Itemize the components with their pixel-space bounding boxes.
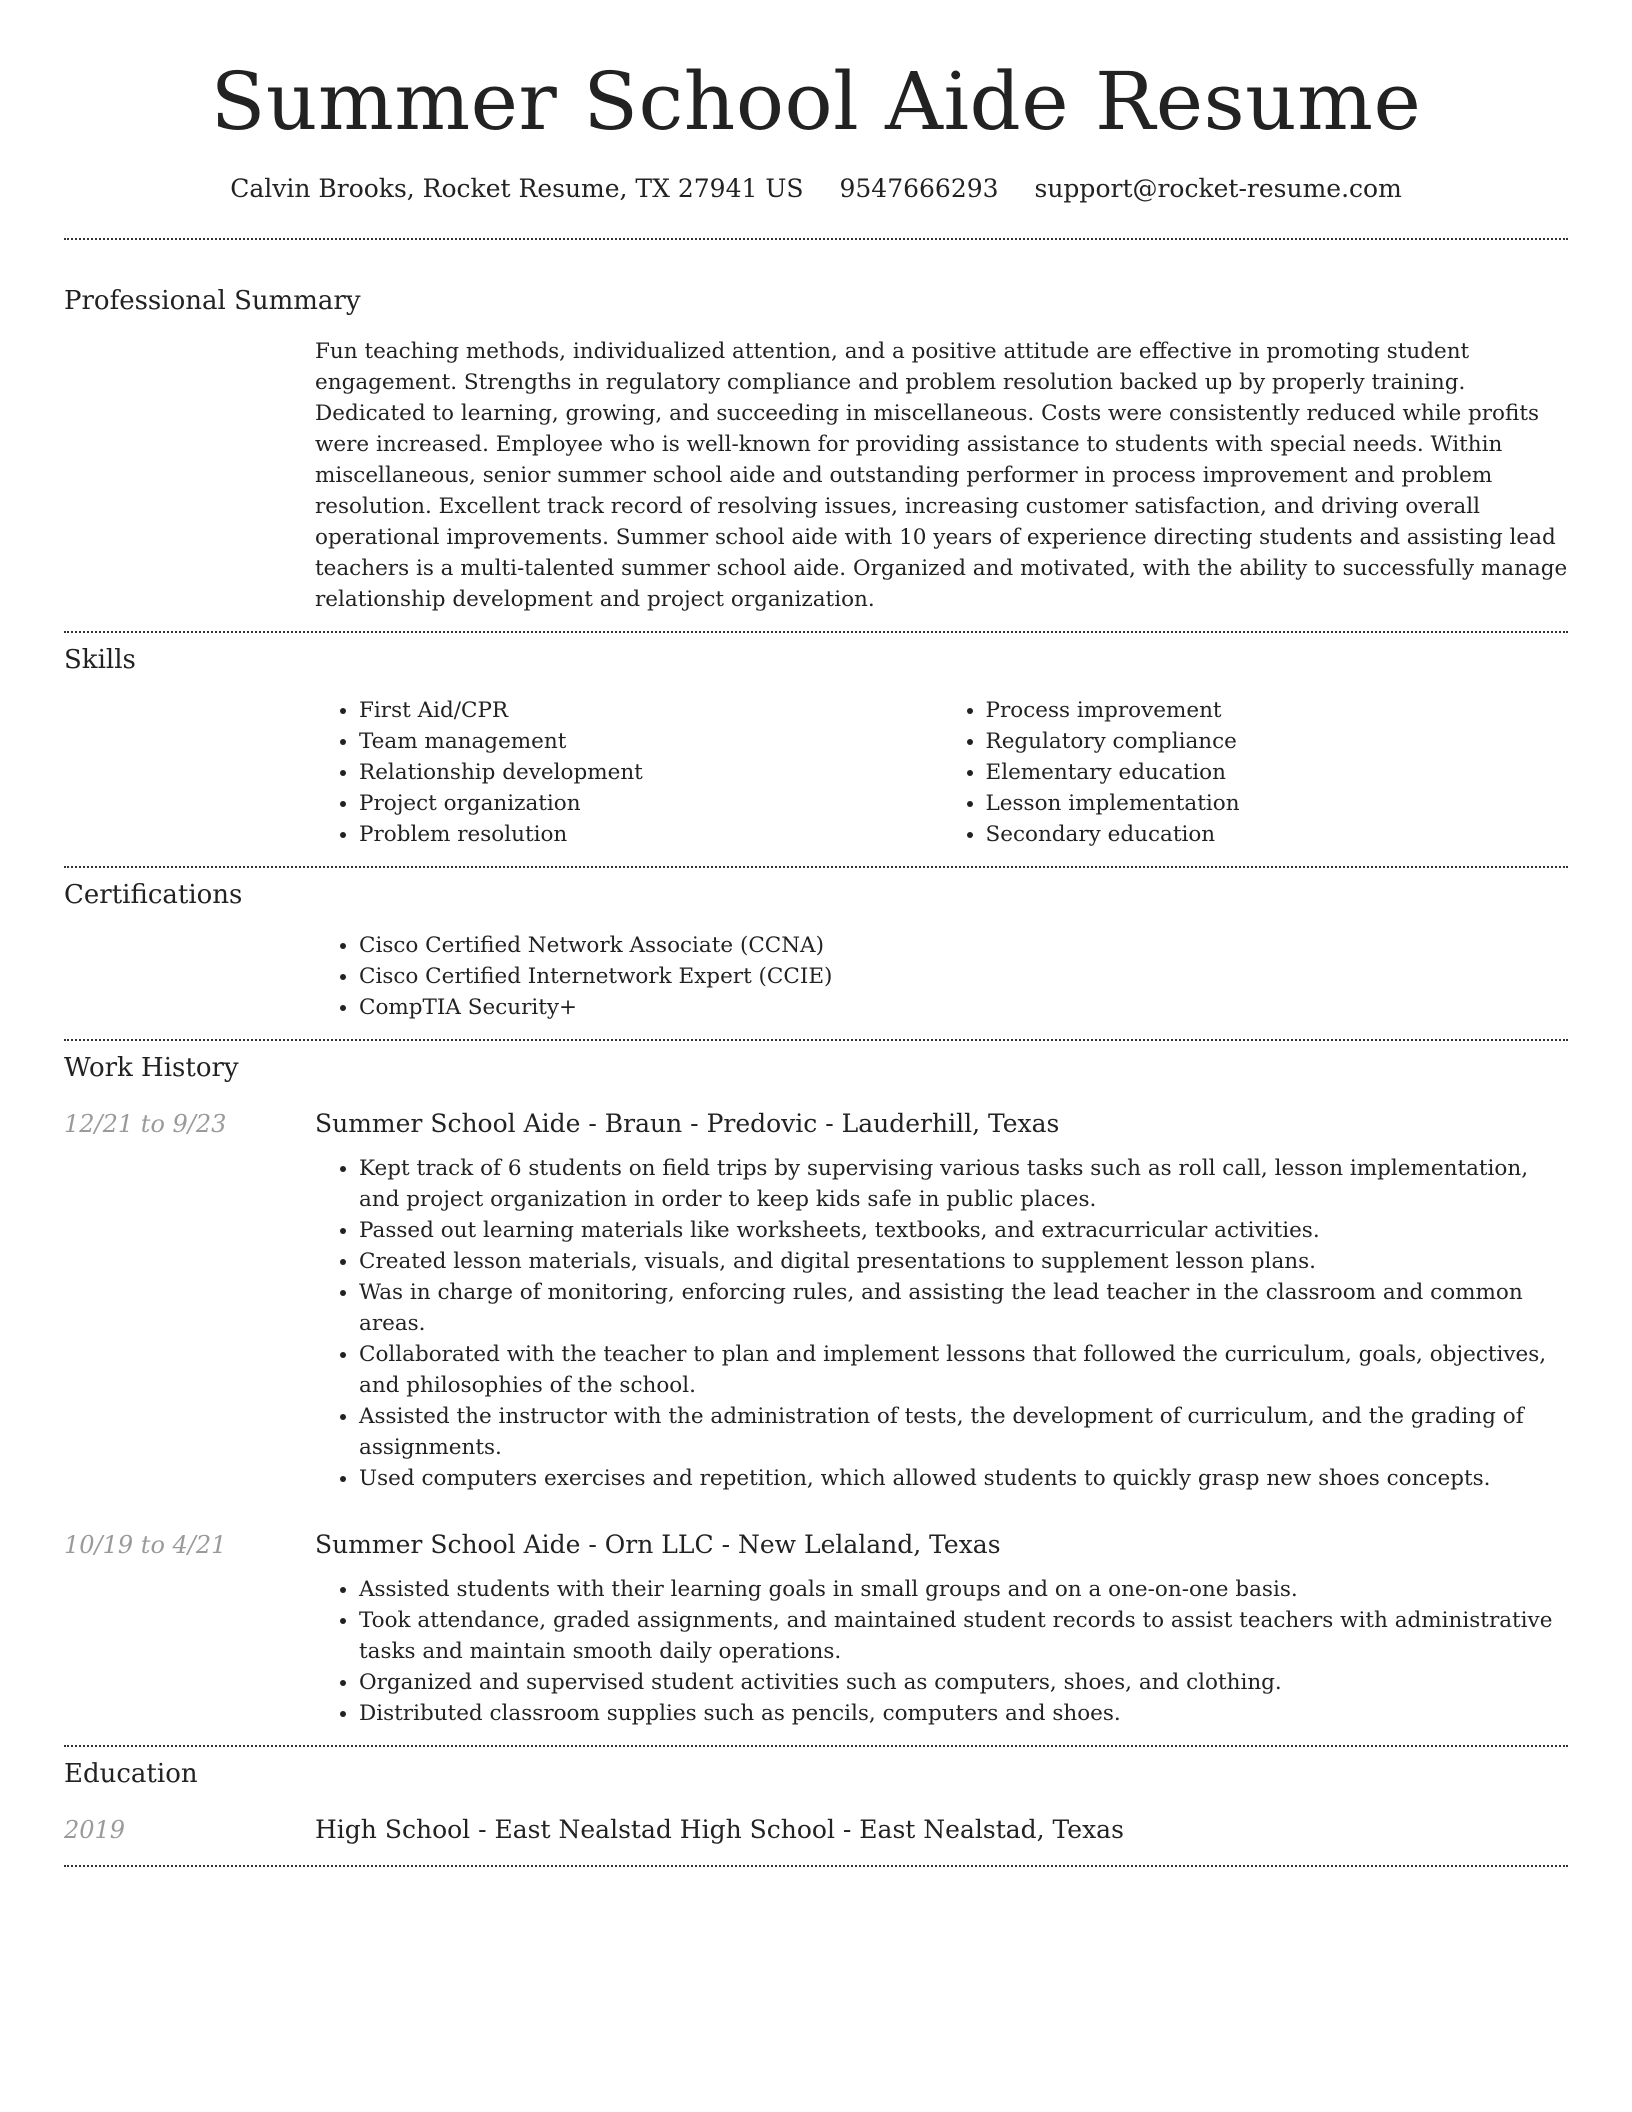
skill-item: • Elementary education [986, 757, 1569, 788]
certifications-section [64, 868, 1568, 1039]
skill-item: • Problem resolution [359, 819, 942, 850]
certification-item: • CompTIA Security+ [359, 992, 1568, 1023]
education-entry [64, 1813, 1568, 1847]
job-bullet: • Distributed classroom supplies such as pencils, computers and shoes. [359, 1698, 1568, 1729]
contact-line [64, 172, 1568, 206]
education-date: 2019 [64, 1816, 126, 1844]
job-entry [64, 1107, 1568, 1494]
job-bullet: • Used computers exercises and repetition, which allowed students to quickly grasp new shoes concepts. [359, 1463, 1568, 1494]
summary-text: Fun teaching methods, individualized attention, and a positive attitude are effective in promoting student engagement. Strengths in regulatory compliance and problem resolution backed up by properly training. Dedicated to learning, growing, and succeeding in miscellaneous. Costs were consistently reduced while profits were increased. Employee who is well-known for providing assistance to students with special needs. Within miscellaneous, senior summer school aide and outstanding performer in process improvement and problem resolution. Excellent track record of resolving issues, increasing customer satisfaction, and driving overall operational improvements. Summer school aide with 10 years of experience directing students and assisting lead teachers is a multi-talented summer school aide. Organized and motivated, with the ability to successfully manage relationship development and project organization. [315, 339, 1568, 612]
work-title: Work History [64, 1053, 239, 1083]
resume-header [64, 0, 1568, 206]
work-section [64, 1041, 1568, 1745]
certifications-body [315, 930, 1568, 1023]
job-bullet: • Organized and supervised student activities such as computers, shoes, and clothing. [359, 1667, 1568, 1698]
job-bullet: • Collaborated with the teacher to plan and implement lessons that followed the curriculum, goals, objectives, and philosophies of the school. [359, 1339, 1568, 1401]
job-bullet-list [315, 1153, 1568, 1494]
skill-item: • Process improvement [986, 695, 1569, 726]
certification-item: • Cisco Certified Internetwork Expert (CCIE) [359, 961, 1568, 992]
skills-list-left [315, 695, 942, 850]
job-bullet: • Created lesson materials, visuals, and digital presentations to supplement lesson plans. [359, 1246, 1568, 1277]
job-bullet: • Kept track of 6 students on field trips by supervising various tasks such as roll call, lesson implementation, and project organization in order to keep kids safe in public places. [359, 1153, 1568, 1215]
divider [64, 1865, 1568, 1867]
certifications-list [315, 930, 1568, 1023]
job-bullet-list [315, 1574, 1568, 1729]
contact-phone: 9547666293 [839, 174, 999, 203]
summary-title: Professional Summary [64, 286, 361, 316]
skills-grid [315, 695, 1568, 850]
job-bullet: • Assisted students with their learning goals in small groups and on a one-on-one basis. [359, 1574, 1568, 1605]
skill-item: • Regulatory compliance [986, 726, 1569, 757]
contact-email: support@rocket-resume.com [1034, 174, 1402, 203]
certifications-title: Certifications [64, 880, 243, 910]
job-bullet: • Assisted the instructor with the administration of tests, the development of curriculum, and the grading of assignments. [359, 1401, 1568, 1463]
contact-address: Calvin Brooks, Rocket Resume, TX 27941 US [230, 174, 804, 203]
certification-item: • Cisco Certified Network Associate (CCNA) [359, 930, 1568, 961]
job-heading: Summer School Aide - Braun - Predovic - Lauderhill, Texas [315, 1109, 1060, 1138]
job-bullet: • Took attendance, graded assignments, and maintained student records to assist teachers with administrative tasks and maintain smooth daily operations. [359, 1605, 1568, 1667]
job-bullets [315, 1153, 1568, 1494]
education-heading: High School - East Nealstad High School - East Nealstad, Texas [315, 1815, 1124, 1844]
skills-list-right [942, 695, 1569, 850]
job-bullets [315, 1574, 1568, 1729]
summary-section [64, 240, 1568, 631]
job-entry [64, 1528, 1568, 1729]
skill-item: • Team management [359, 726, 942, 757]
skill-item: • First Aid/CPR [359, 695, 942, 726]
skill-item: • Project organization [359, 788, 942, 819]
job-date: 10/19 to 4/21 [64, 1531, 227, 1559]
education-section [64, 1747, 1568, 1865]
resume-title: Summer School Aide Resume [210, 55, 1422, 148]
skill-item: • Lesson implementation [986, 788, 1569, 819]
education-title: Education [64, 1759, 198, 1789]
skill-item: • Secondary education [986, 819, 1569, 850]
job-heading: Summer School Aide - Orn LLC - New Lelaland, Texas [315, 1530, 1001, 1559]
job-header-row [64, 1107, 1568, 1141]
skills-title: Skills [64, 645, 136, 675]
skills-section [64, 633, 1568, 866]
skill-item: • Relationship development [359, 757, 942, 788]
job-date: 12/21 to 9/23 [64, 1110, 227, 1138]
job-header-row [64, 1528, 1568, 1562]
job-bullet: • Passed out learning materials like worksheets, textbooks, and extracurricular activities. [359, 1215, 1568, 1246]
job-bullet: • Was in charge of monitoring, enforcing rules, and assisting the lead teacher in the classroom and common areas. [359, 1277, 1568, 1339]
